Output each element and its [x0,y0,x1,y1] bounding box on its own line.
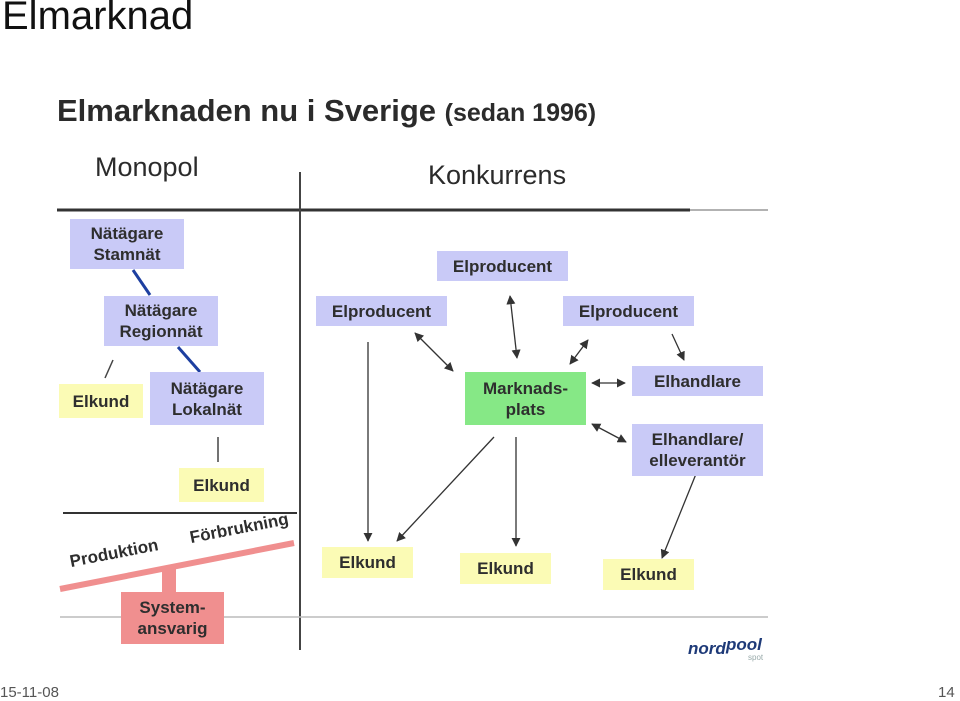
box-elkund-left: Elkund [59,384,143,418]
arrow-elproducent-left-marknad [415,333,453,371]
box-elkund-lokal: Elkund [179,468,264,502]
box-natagare-lokalnat-line2: Lokalnät [172,399,242,419]
logo-text-sub: spot [748,653,764,662]
slide-title: Elmarknad [2,0,194,38]
arrow-elproducent-right-elhandlare [672,334,684,360]
box-elproducent-top: Elproducent [437,251,568,281]
box-marknadsplats-line2: plats [505,399,546,419]
box-elproducent-right: Elproducent [563,296,694,326]
arrow-elproducent-top-marknad [510,296,517,358]
box-elhandlare-elleverantor [632,424,763,476]
box-elleverantor-line2: elleverantör [649,451,746,470]
box-elleverantor-line1: Elhandlare/ [651,430,744,449]
footer-page-number: 14 [938,684,955,701]
box-elkund-3: Elkund [603,559,694,590]
connector-regionnat-lokalnat [178,347,200,372]
diagram-title-suffix: (sedan 1996) [444,99,597,127]
box-elhandlare: Elhandlare [632,366,763,396]
connector-stamnat-regionnat [133,270,150,295]
box-natagare-regionnat-line2: Regionnät [119,322,203,341]
logo-text-main: nord [688,639,726,658]
arrow-marknad-elkund-1 [397,437,494,541]
box-elproducent-left: Elproducent [316,296,447,326]
label-forbrukning: Förbrukning [188,509,291,548]
box-natagare-lokalnat-line1: Nätägare [170,378,244,398]
box-natagare-stamnat-line1: Nätägare [90,224,164,243]
diagram-title-main: Elmarknaden nu i Sverige [57,93,437,128]
box-marknadsplats [465,372,586,425]
box-natagare-lokalnat [150,372,264,425]
connector-regionnat-elkund [105,360,113,378]
konkurrens-heading: Konkurrens [428,160,567,190]
box-systemansvarig-line1: System- [139,598,206,617]
nordpool-logo [688,628,770,662]
box-natagare-regionnat [104,296,218,346]
box-systemansvarig [121,592,224,644]
box-systemansvarig-line2: ansvarig [137,619,208,638]
logo-text-pool: pool [726,635,762,654]
box-elkund-2: Elkund [460,553,551,584]
box-natagare-regionnat-line1: Nätägare [124,301,198,320]
box-marknadsplats-line1: Marknads- [482,378,569,398]
arrow-marknad-elleverantor [592,424,626,442]
arrow-elleverantor-elkund-3 [662,469,698,558]
box-natagare-stamnat [70,219,184,269]
box-natagare-stamnat-line2: Stamnät [93,245,161,264]
footer-date: 15-11-08 [0,684,59,701]
arrow-elproducent-right-marknad [570,340,588,364]
nordpool-logo-graphic [688,628,770,662]
monopol-heading: Monopol [95,152,199,182]
box-elkund-1: Elkund [322,547,413,578]
balance-stem [162,567,176,593]
label-produktion: Produktion [68,535,160,572]
